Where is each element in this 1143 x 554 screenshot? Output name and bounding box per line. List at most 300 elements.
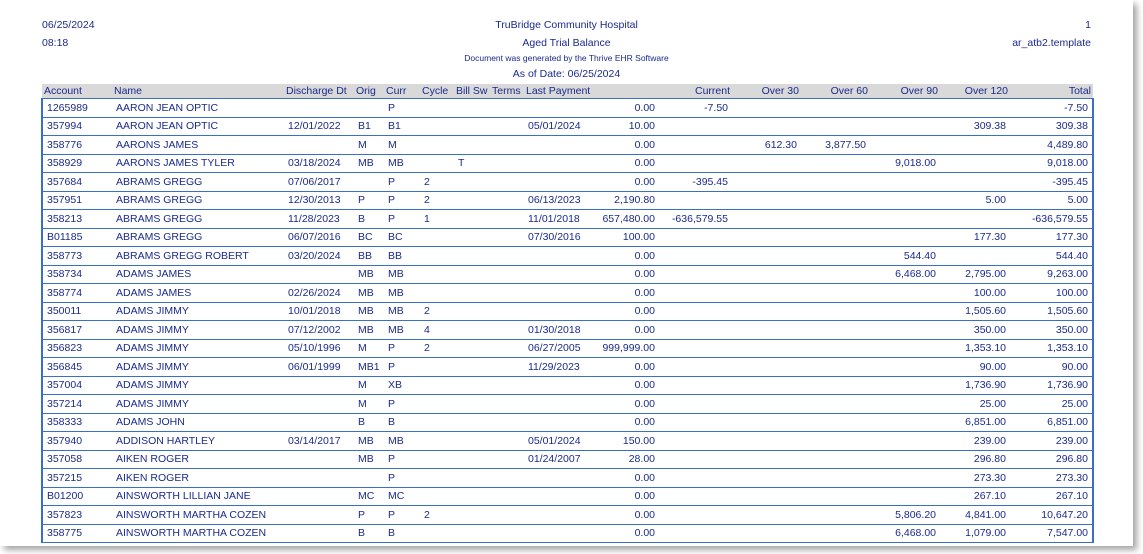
cell-account: 358776	[42, 136, 112, 155]
cell-over-90	[870, 487, 940, 506]
cell-cycle	[420, 432, 454, 451]
cell-cycle	[420, 413, 454, 432]
cell-over-120: 5.00	[940, 191, 1010, 210]
cell-bill-sw: T	[454, 154, 490, 173]
cell-terms	[490, 302, 524, 321]
cell-over-120: 177.30	[940, 228, 1010, 247]
cell-over-30	[732, 358, 801, 377]
cell-payment-amount: 0.00	[592, 358, 659, 377]
cell-current	[659, 450, 732, 469]
cell-over-120: 4,841.00	[940, 506, 1010, 525]
cell-cycle	[420, 376, 454, 395]
cell-over-30	[732, 376, 801, 395]
cell-curr: P	[384, 99, 420, 118]
cell-over-120	[940, 99, 1010, 118]
cell-over-90	[870, 136, 940, 155]
cell-over-90	[870, 376, 940, 395]
cell-terms	[490, 99, 524, 118]
cell-over-60	[801, 376, 870, 395]
as-of-date: As of Date: 06/25/2024	[512, 68, 621, 80]
col-last-payment: Last Payment	[526, 85, 591, 97]
cell-cycle	[420, 136, 454, 155]
cell-name: AINSWORTH MARTHA COZEN	[112, 506, 284, 525]
col-payment-amount	[592, 84, 659, 99]
cell-over-120: 1,736.90	[940, 376, 1010, 395]
cell-over-120: 1,079.00	[940, 524, 1010, 543]
cell-payment-amount: 0.00	[592, 99, 659, 118]
table-row	[42, 376, 1093, 395]
col-over-90: Over 90	[870, 84, 940, 99]
cell-over-90	[870, 228, 940, 247]
cell-cycle: 4	[420, 321, 454, 340]
cell-current	[659, 136, 732, 155]
col-over-30: Over 30	[732, 84, 801, 99]
cell-cycle: 2	[420, 506, 454, 525]
cell-bill-sw	[454, 524, 490, 543]
cell-payment-amount: 0.00	[592, 302, 659, 321]
table-row	[42, 339, 1093, 358]
cell-account: 358774	[42, 284, 112, 303]
cell-over-60: 3,877.50	[801, 136, 870, 155]
col-over-120: Over 120	[940, 84, 1010, 99]
cell-current	[659, 191, 732, 210]
cell-over-30	[732, 154, 801, 173]
cell-account: 358734	[42, 265, 112, 284]
cell-payment-amount: 0.00	[592, 154, 659, 173]
cell-total: 5.00	[1010, 191, 1093, 210]
cell-over-120: 100.00	[940, 284, 1010, 303]
cell-bill-sw	[454, 321, 490, 340]
cell-account: 358213	[42, 210, 112, 229]
cell-name: AARONS JAMES TYLER	[112, 154, 284, 173]
cell-bill-sw	[454, 99, 490, 118]
col-cycle: Cycle	[420, 84, 454, 99]
cell-last-payment: 05/01/2024	[524, 432, 592, 451]
cell-over-60	[801, 117, 870, 136]
cell-discharge-dt	[284, 450, 354, 469]
cell-bill-sw	[454, 432, 490, 451]
cell-bill-sw	[454, 173, 490, 192]
cell-over-60	[801, 450, 870, 469]
cell-curr: B	[384, 413, 420, 432]
cell-terms	[490, 191, 524, 210]
cell-name: ABRAMS GREGG	[112, 228, 284, 247]
cell-over-90: 544.40	[870, 247, 940, 266]
cell-payment-amount: 657,480.00	[592, 210, 659, 229]
cell-total: 90.00	[1010, 358, 1093, 377]
cell-discharge-dt: 07/12/2002	[284, 321, 354, 340]
cell-over-30	[732, 284, 801, 303]
cell-current	[659, 265, 732, 284]
cell-total: 273.30	[1010, 469, 1093, 488]
cell-discharge-dt	[284, 524, 354, 543]
cell-discharge-dt: 02/26/2024	[284, 284, 354, 303]
cell-curr: MB	[384, 432, 420, 451]
cell-orig: B	[354, 210, 384, 229]
cell-current: -395.45	[659, 173, 732, 192]
cell-terms	[490, 413, 524, 432]
cell-over-30	[732, 413, 801, 432]
cell-terms	[490, 117, 524, 136]
cell-over-60	[801, 284, 870, 303]
cell-cycle	[420, 284, 454, 303]
cell-curr: MB	[384, 302, 420, 321]
cell-total: 6,851.00	[1010, 413, 1093, 432]
cell-payment-amount: 100.00	[592, 228, 659, 247]
cell-last-payment	[524, 302, 592, 321]
cell-bill-sw	[454, 450, 490, 469]
cell-terms	[490, 154, 524, 173]
cell-bill-sw	[454, 210, 490, 229]
table-row	[42, 228, 1093, 247]
cell-discharge-dt: 03/18/2024	[284, 154, 354, 173]
cell-payment-amount: 28.00	[592, 450, 659, 469]
cell-account: B01185	[42, 228, 112, 247]
cell-account: 358775	[42, 524, 112, 543]
cell-over-30	[732, 210, 801, 229]
cell-over-90	[870, 469, 940, 488]
cell-over-60	[801, 99, 870, 118]
cell-current	[659, 228, 732, 247]
table-row	[42, 117, 1093, 136]
cell-over-30	[732, 450, 801, 469]
cell-last-payment	[524, 469, 592, 488]
cell-discharge-dt: 06/01/1999	[284, 358, 354, 377]
cell-current	[659, 395, 732, 414]
cell-terms	[490, 321, 524, 340]
cell-cycle	[420, 154, 454, 173]
cell-over-90	[870, 210, 940, 229]
cell-name: ADDISON HARTLEY	[112, 432, 284, 451]
cell-curr: P	[384, 339, 420, 358]
cell-curr: P	[384, 395, 420, 414]
cell-curr: MB	[384, 265, 420, 284]
cell-account: 358333	[42, 413, 112, 432]
cell-cycle: 2	[420, 191, 454, 210]
template-name: ar_atb2.template	[1012, 37, 1091, 49]
cell-name: AINSWORTH LILLIAN JANE	[112, 487, 284, 506]
cell-name: ABRAMS GREGG ROBERT	[112, 247, 284, 266]
cell-orig: MB	[354, 265, 384, 284]
cell-current	[659, 432, 732, 451]
cell-terms	[490, 339, 524, 358]
cell-orig	[354, 99, 384, 118]
cell-over-90	[870, 395, 940, 414]
cell-last-payment	[524, 395, 592, 414]
cell-payment-amount: 0.00	[592, 173, 659, 192]
table-row	[42, 321, 1093, 340]
cell-curr: MB	[384, 154, 420, 173]
cell-terms	[490, 228, 524, 247]
cell-terms	[490, 395, 524, 414]
cell-discharge-dt	[284, 265, 354, 284]
cell-last-payment	[524, 506, 592, 525]
cell-payment-amount: 0.00	[592, 321, 659, 340]
cell-last-payment	[524, 413, 592, 432]
cell-curr: M	[384, 136, 420, 155]
cell-over-120	[940, 136, 1010, 155]
cell-orig: M	[354, 339, 384, 358]
cell-terms	[490, 284, 524, 303]
cell-cycle	[420, 395, 454, 414]
cell-discharge-dt	[284, 487, 354, 506]
cell-over-90: 5,806.20	[870, 506, 940, 525]
cell-orig: BC	[354, 228, 384, 247]
cell-name: AARON JEAN OPTIC	[112, 117, 284, 136]
cell-bill-sw	[454, 358, 490, 377]
cell-terms	[490, 450, 524, 469]
cell-over-30	[732, 247, 801, 266]
cell-payment-amount: 0.00	[592, 487, 659, 506]
cell-over-60	[801, 469, 870, 488]
cell-over-90	[870, 99, 940, 118]
cell-payment-amount: 0.00	[592, 284, 659, 303]
cell-bill-sw	[454, 376, 490, 395]
cell-last-payment: 11/01/2018	[524, 210, 592, 229]
cell-terms	[490, 376, 524, 395]
cell-total: 309.38	[1010, 117, 1093, 136]
cell-curr: P	[384, 469, 420, 488]
table-row	[42, 395, 1093, 414]
cell-payment-amount: 2,190.80	[592, 191, 659, 210]
col-curr: Curr	[384, 84, 420, 99]
cell-orig: B	[354, 413, 384, 432]
cell-last-payment	[524, 376, 592, 395]
cell-name: ADAMS JIMMY	[112, 376, 284, 395]
cell-payment-amount: 0.00	[592, 524, 659, 543]
cell-total: 350.00	[1010, 321, 1093, 340]
cell-cycle	[420, 469, 454, 488]
cell-over-120: 1,505.60	[940, 302, 1010, 321]
cell-current	[659, 524, 732, 543]
cell-last-payment	[524, 173, 592, 192]
cell-bill-sw	[454, 302, 490, 321]
col-terms: Terms	[490, 84, 524, 99]
report-time: 08:18	[42, 37, 69, 49]
cell-current	[659, 284, 732, 303]
cell-over-60	[801, 265, 870, 284]
cell-orig: MB	[354, 450, 384, 469]
table-row	[42, 524, 1093, 543]
cell-curr: MB	[384, 321, 420, 340]
cell-last-payment: 07/30/2016	[524, 228, 592, 247]
cell-over-30	[732, 265, 801, 284]
cell-name: ABRAMS GREGG	[112, 173, 284, 192]
cell-bill-sw	[454, 191, 490, 210]
table-row	[42, 284, 1093, 303]
cell-payment-amount: 10.00	[592, 117, 659, 136]
cell-total: 296.80	[1010, 450, 1093, 469]
cell-account: 357940	[42, 432, 112, 451]
cell-terms	[490, 358, 524, 377]
cell-terms	[490, 487, 524, 506]
cell-name: ABRAMS GREGG	[112, 191, 284, 210]
report-title: Aged Trial Balance	[522, 37, 611, 49]
col-bill-sw: Bill Sw	[454, 84, 490, 99]
table-header-row	[42, 84, 1093, 99]
cell-over-60	[801, 395, 870, 414]
cell-terms	[490, 524, 524, 543]
cell-current	[659, 487, 732, 506]
cell-terms	[490, 247, 524, 266]
cell-last-payment: 06/13/2023	[524, 191, 592, 210]
cell-bill-sw	[454, 395, 490, 414]
table-row	[42, 210, 1093, 229]
table-row	[42, 265, 1093, 284]
cell-account: 356817	[42, 321, 112, 340]
cell-orig: MB	[354, 321, 384, 340]
cell-bill-sw	[454, 265, 490, 284]
cell-account: 357214	[42, 395, 112, 414]
cell-payment-amount: 150.00	[592, 432, 659, 451]
page-number: 1	[1085, 19, 1091, 31]
table-row	[42, 469, 1093, 488]
cell-name: ADAMS JOHN	[112, 413, 284, 432]
cell-over-90	[870, 173, 940, 192]
cell-bill-sw	[454, 413, 490, 432]
cell-over-120	[940, 210, 1010, 229]
cell-discharge-dt: 11/28/2023	[284, 210, 354, 229]
cell-account: 357215	[42, 469, 112, 488]
cell-cycle: 2	[420, 173, 454, 192]
cell-current	[659, 469, 732, 488]
cell-orig: P	[354, 191, 384, 210]
table-row	[42, 136, 1093, 155]
cell-over-120: 1,353.10	[940, 339, 1010, 358]
cell-name: AARONS JAMES	[112, 136, 284, 155]
cell-discharge-dt	[284, 136, 354, 155]
cell-discharge-dt	[284, 99, 354, 118]
cell-account: 357823	[42, 506, 112, 525]
cell-payment-amount: 0.00	[592, 469, 659, 488]
cell-over-120	[940, 173, 1010, 192]
cell-over-60	[801, 339, 870, 358]
cell-last-payment	[524, 524, 592, 543]
cell-total: 9,263.00	[1010, 265, 1093, 284]
cell-curr: P	[384, 173, 420, 192]
cell-over-120: 296.80	[940, 450, 1010, 469]
cell-current	[659, 154, 732, 173]
cell-bill-sw	[454, 117, 490, 136]
cell-over-30	[732, 117, 801, 136]
cell-cycle	[420, 228, 454, 247]
table-row	[42, 99, 1093, 118]
table-row	[42, 506, 1093, 525]
cell-over-60	[801, 210, 870, 229]
cell-cycle	[420, 247, 454, 266]
cell-current	[659, 376, 732, 395]
cell-current	[659, 506, 732, 525]
cell-payment-amount: 0.00	[592, 376, 659, 395]
cell-over-90: 6,468.00	[870, 265, 940, 284]
cell-bill-sw	[454, 469, 490, 488]
cell-over-90	[870, 117, 940, 136]
cell-over-90	[870, 321, 940, 340]
cell-over-30	[732, 191, 801, 210]
cell-curr: P	[384, 210, 420, 229]
cell-discharge-dt: 10/01/2018	[284, 302, 354, 321]
cell-payment-amount: 0.00	[592, 413, 659, 432]
cell-current	[659, 247, 732, 266]
cell-current	[659, 339, 732, 358]
cell-last-payment	[524, 284, 592, 303]
cell-terms	[490, 506, 524, 525]
cell-over-120: 90.00	[940, 358, 1010, 377]
cell-over-30	[732, 321, 801, 340]
cell-account: 356823	[42, 339, 112, 358]
cell-account: 357058	[42, 450, 112, 469]
cell-name: ADAMS JIMMY	[112, 395, 284, 414]
cell-curr: P	[384, 191, 420, 210]
col-over-60: Over 60	[801, 84, 870, 99]
cell-over-60	[801, 302, 870, 321]
cell-total: 267.10	[1010, 487, 1093, 506]
cell-curr: BB	[384, 247, 420, 266]
cell-discharge-dt	[284, 506, 354, 525]
cell-orig	[354, 173, 384, 192]
cell-over-30	[732, 173, 801, 192]
generated-note: Document was generated by the Thrive EHR Software	[464, 53, 669, 63]
cell-total: 4,489.80	[1010, 136, 1093, 155]
cell-current	[659, 358, 732, 377]
col-orig: Orig	[354, 84, 384, 99]
cell-over-30	[732, 432, 801, 451]
cell-orig: B	[354, 524, 384, 543]
cell-total: 1,353.10	[1010, 339, 1093, 358]
cell-cycle: 2	[420, 302, 454, 321]
cell-name: ADAMS JIMMY	[112, 321, 284, 340]
cell-curr: P	[384, 358, 420, 377]
cell-last-payment	[524, 487, 592, 506]
cell-payment-amount: 0.00	[592, 136, 659, 155]
cell-terms	[490, 173, 524, 192]
cell-over-30	[732, 228, 801, 247]
cell-last-payment	[524, 99, 592, 118]
cell-account: B01200	[42, 487, 112, 506]
cell-over-90	[870, 432, 940, 451]
cell-over-30: 612.30	[732, 136, 801, 155]
cell-cycle	[420, 265, 454, 284]
cell-discharge-dt	[284, 376, 354, 395]
cell-orig: MC	[354, 487, 384, 506]
cell-curr: MB	[384, 284, 420, 303]
cell-total: 1,505.60	[1010, 302, 1093, 321]
cell-over-90: 6,468.00	[870, 524, 940, 543]
cell-name: ADAMS JIMMY	[112, 358, 284, 377]
cell-cycle	[420, 117, 454, 136]
cell-total: 100.00	[1010, 284, 1093, 303]
table-row	[42, 154, 1093, 173]
cell-curr: P	[384, 506, 420, 525]
cell-curr: BC	[384, 228, 420, 247]
cell-bill-sw	[454, 339, 490, 358]
cell-over-30	[732, 524, 801, 543]
aged-trial-balance-table	[41, 84, 1094, 543]
cell-total: 10,647.20	[1010, 506, 1093, 525]
cell-orig: MB	[354, 432, 384, 451]
cell-discharge-dt	[284, 413, 354, 432]
cell-bill-sw	[454, 487, 490, 506]
cell-payment-amount: 0.00	[592, 506, 659, 525]
cell-cycle	[420, 450, 454, 469]
col-discharge-dt: Discharge Dt	[284, 84, 354, 99]
hospital-name: TruBridge Community Hospital	[495, 19, 638, 31]
col-account: Account	[42, 84, 112, 99]
table-body	[42, 99, 1093, 543]
cell-current: -636,579.55	[659, 210, 732, 229]
cell-over-60	[801, 413, 870, 432]
cell-name: ADAMS JIMMY	[112, 339, 284, 358]
